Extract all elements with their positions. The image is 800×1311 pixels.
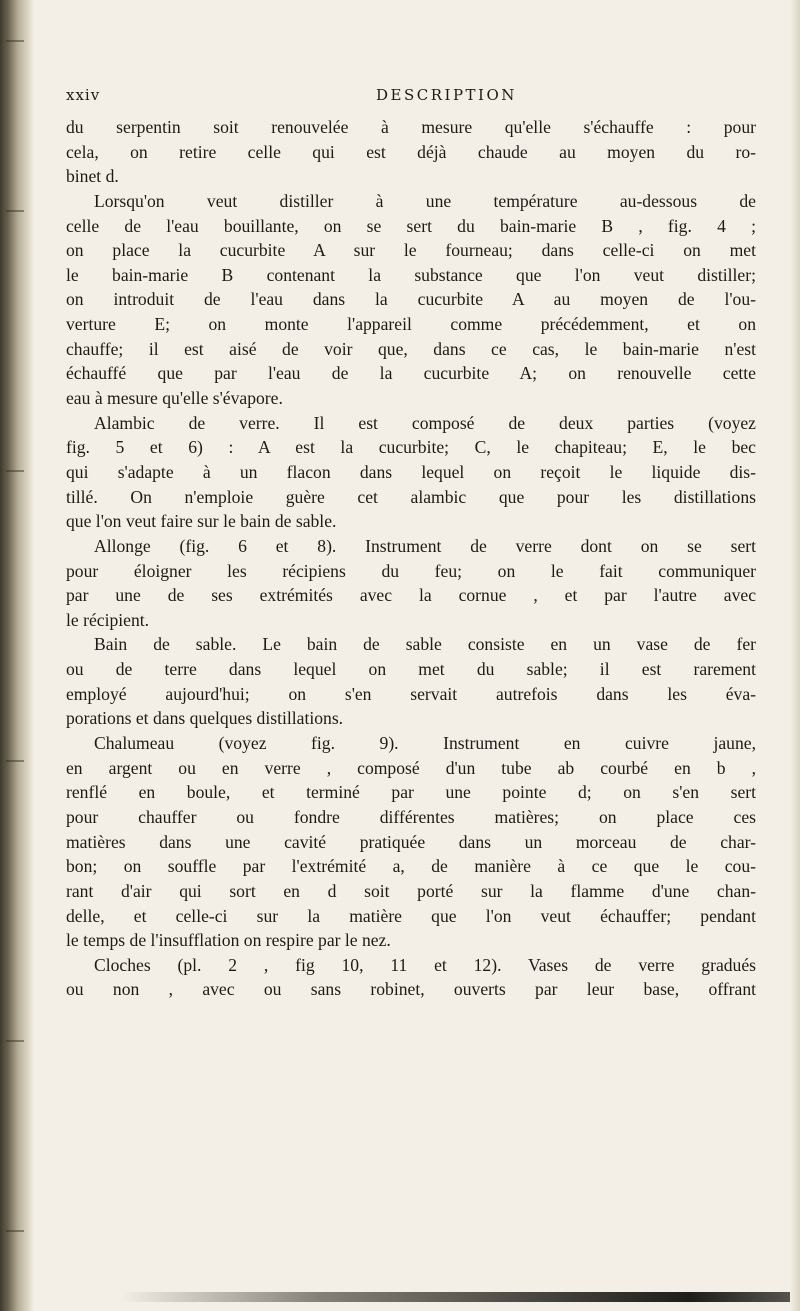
text-line: delle, et celle-ci sur la matière que l'on veut échauffer; pendant <box>66 905 756 926</box>
text-line: Alambic de verre. Il est composé de deux parties (voyez <box>94 412 756 433</box>
text-line: Bain de sable. Le bain de sable consiste en un vase de fer <box>94 634 756 655</box>
page-number: xxiv <box>66 86 101 104</box>
text-line: renflé en boule, et terminé par une pointe d; on s'en sert <box>66 782 756 803</box>
text-line: en argent ou en verre , composé d'un tube ab courbé en b , <box>66 757 756 778</box>
text-line: ou de terre dans lequel on met du sable; il est rarement <box>66 659 756 680</box>
text-line: Allonge (fig. 6 et 8). Instrument de verre dont on se sert <box>94 535 756 556</box>
text-line: porations et dans quelques distillations. <box>66 708 344 729</box>
text-line: verture E; on monte l'appareil comme précédemment, et on <box>66 314 756 335</box>
text-line: par une de ses extrémités avec la cornue , et par l'autre avec <box>66 585 756 606</box>
text-line: pour éloigner les récipiens du feu; on le fait communiquer <box>66 560 756 581</box>
text-line: le récipient. <box>66 609 150 630</box>
text-line: échauffé que par l'eau de la cucurbite A; on renouvelle cette <box>66 363 756 384</box>
book-binding-gutter <box>0 0 34 1311</box>
page-header <box>66 86 756 108</box>
text-line: bon; on souffle par l'extrémité a, de manière à ce que le cou- <box>66 856 756 877</box>
running-head: DESCRIPTION <box>376 86 517 104</box>
text-line: du serpentin soit renouvelée à mesure qu'elle s'échauffe : pour <box>66 117 756 137</box>
text-line: Lorsqu'on veut distiller à une température au-dessous de <box>94 190 756 211</box>
text-line: cela, on retire celle qui est déjà chaude au moyen du ro- <box>66 141 756 162</box>
text-line: Cloches (pl. 2 , fig 10, 11 et 12). Vases de verre gradués <box>94 954 756 975</box>
binding-mark <box>6 1040 24 1042</box>
text-line: ou non , avec ou sans robinet, ouverts par leur base, offrant <box>66 979 756 1000</box>
text-line: que l'on veut faire sur le bain de sable. <box>66 511 337 532</box>
page-edge <box>790 0 800 1311</box>
text-line: le bain-marie B contenant la substance que l'on veut distiller; <box>66 264 756 285</box>
page-bottom-shadow <box>120 1292 790 1302</box>
text-line: pour chauffer ou fondre différentes matières; on place ces <box>66 806 756 827</box>
text-line: qui s'adapte à un flacon dans lequel on reçoit le liquide dis- <box>66 461 756 482</box>
text-line: on introduit de l'eau dans la cucurbite A au moyen de l'ou- <box>66 289 756 310</box>
text-line: matières dans une cavité pratiquée dans un morceau de char- <box>66 831 756 852</box>
text-line: eau à mesure qu'elle s'évapore. <box>66 388 283 409</box>
binding-mark <box>6 210 24 212</box>
text-line: employé aujourd'hui; on s'en servait autrefois dans les éva- <box>66 683 756 704</box>
body-text <box>66 115 756 1002</box>
text-line: chauffe; il est aisé de voir que, dans ce cas, le bain-marie n'est <box>66 338 756 359</box>
text-line: rant d'air qui sort en d soit porté sur la flamme d'une chan- <box>66 880 756 901</box>
binding-mark <box>6 40 24 42</box>
text-line: on place la cucurbite A sur le fourneau; dans celle-ci on met <box>66 240 756 261</box>
text-line: le temps de l'insufflation on respire par le nez. <box>66 930 391 951</box>
binding-mark <box>6 760 24 762</box>
text-line: tillé. On n'emploie guère cet alambic que pour les distillations <box>66 486 756 507</box>
binding-mark <box>6 470 24 472</box>
text-line: fig. 5 et 6) : A est la cucurbite; C, le chapiteau; E, le bec <box>66 437 756 458</box>
text-line: binet d. <box>66 166 119 187</box>
text-line: Chalumeau (voyez fig. 9). Instrument en cuivre jaune, <box>94 733 756 754</box>
text-line: celle de l'eau bouillante, on se sert du bain-marie B , fig. 4 ; <box>66 215 756 236</box>
binding-mark <box>6 1230 24 1232</box>
